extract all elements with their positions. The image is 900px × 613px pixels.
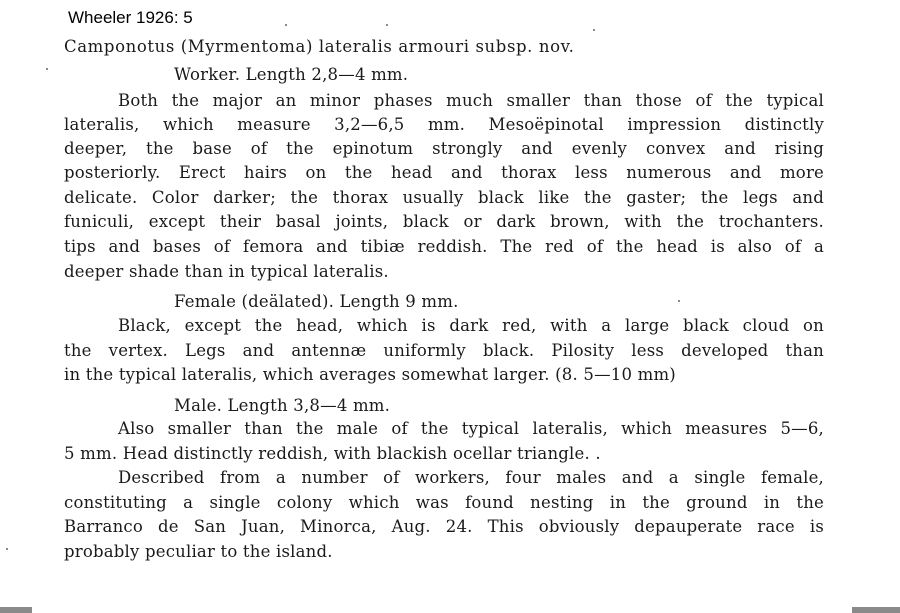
scan-speck (678, 300, 680, 302)
female-heading: Female (deälated). Length 9 mm. (174, 292, 459, 311)
description-line: Described from a number of workers, four males and a single female, (118, 468, 824, 487)
scan-speck (386, 24, 388, 26)
female-line: Black, except the head, which is dark red, with a large black cloud on (118, 316, 824, 335)
scan-speck (285, 24, 287, 26)
male-line: Also smaller than the male of the typical lateralis, which measures 5—6, (118, 419, 824, 438)
worker-line: deeper shade than in typical lateralis. (64, 262, 389, 281)
female-line: the vertex. Legs and antennæ uniformly black. Pilosity less developed than (64, 341, 824, 360)
species-title: Camponotus (Myrmentoma) lateralis armouri subsp. nov. (64, 37, 575, 56)
worker-line: funiculi, except their basal joints, black or dark brown, with the trochanters. (64, 212, 824, 231)
scan-edge-right (852, 607, 900, 613)
scan-speck (593, 29, 595, 31)
worker-heading: Worker. Length 2,8—4 mm. (174, 65, 409, 84)
citation-label: Wheeler 1926: 5 (68, 8, 193, 27)
description-line: Barranco de San Juan, Minorca, Aug. 24. This obviously depauperate race is (64, 517, 824, 536)
worker-line: tips and bases of femora and tibiæ reddish. The red of the head is also of a (64, 237, 824, 256)
female-line: in the typical lateralis, which averages somewhat larger. (8. 5—10 mm) (64, 365, 676, 384)
male-line: 5 mm. Head distinctly reddish, with blackish ocellar triangle. . (64, 444, 601, 463)
worker-line: delicate. Color darker; the thorax usually black like the gaster; the legs and (64, 188, 824, 207)
male-heading: Male. Length 3,8—4 mm. (174, 396, 391, 415)
scan-speck (46, 68, 48, 70)
scan-edge-left (0, 607, 32, 613)
description-line: probably peculiar to the island. (64, 542, 333, 561)
description-line: constituting a single colony which was found nesting in the ground in the (64, 493, 824, 512)
worker-line: Both the major an minor phases much smaller than those of the typical (118, 91, 824, 110)
worker-line: lateralis, which measure 3,2—6,5 mm. Mesoëpinotal impression distinctly (64, 115, 824, 134)
scan-speck (6, 548, 8, 550)
worker-line: deeper, the base of the epinotum strongly and evenly convex and rising (64, 139, 824, 158)
worker-line: posteriorly. Erect hairs on the head and thorax less numerous and more (64, 163, 824, 182)
